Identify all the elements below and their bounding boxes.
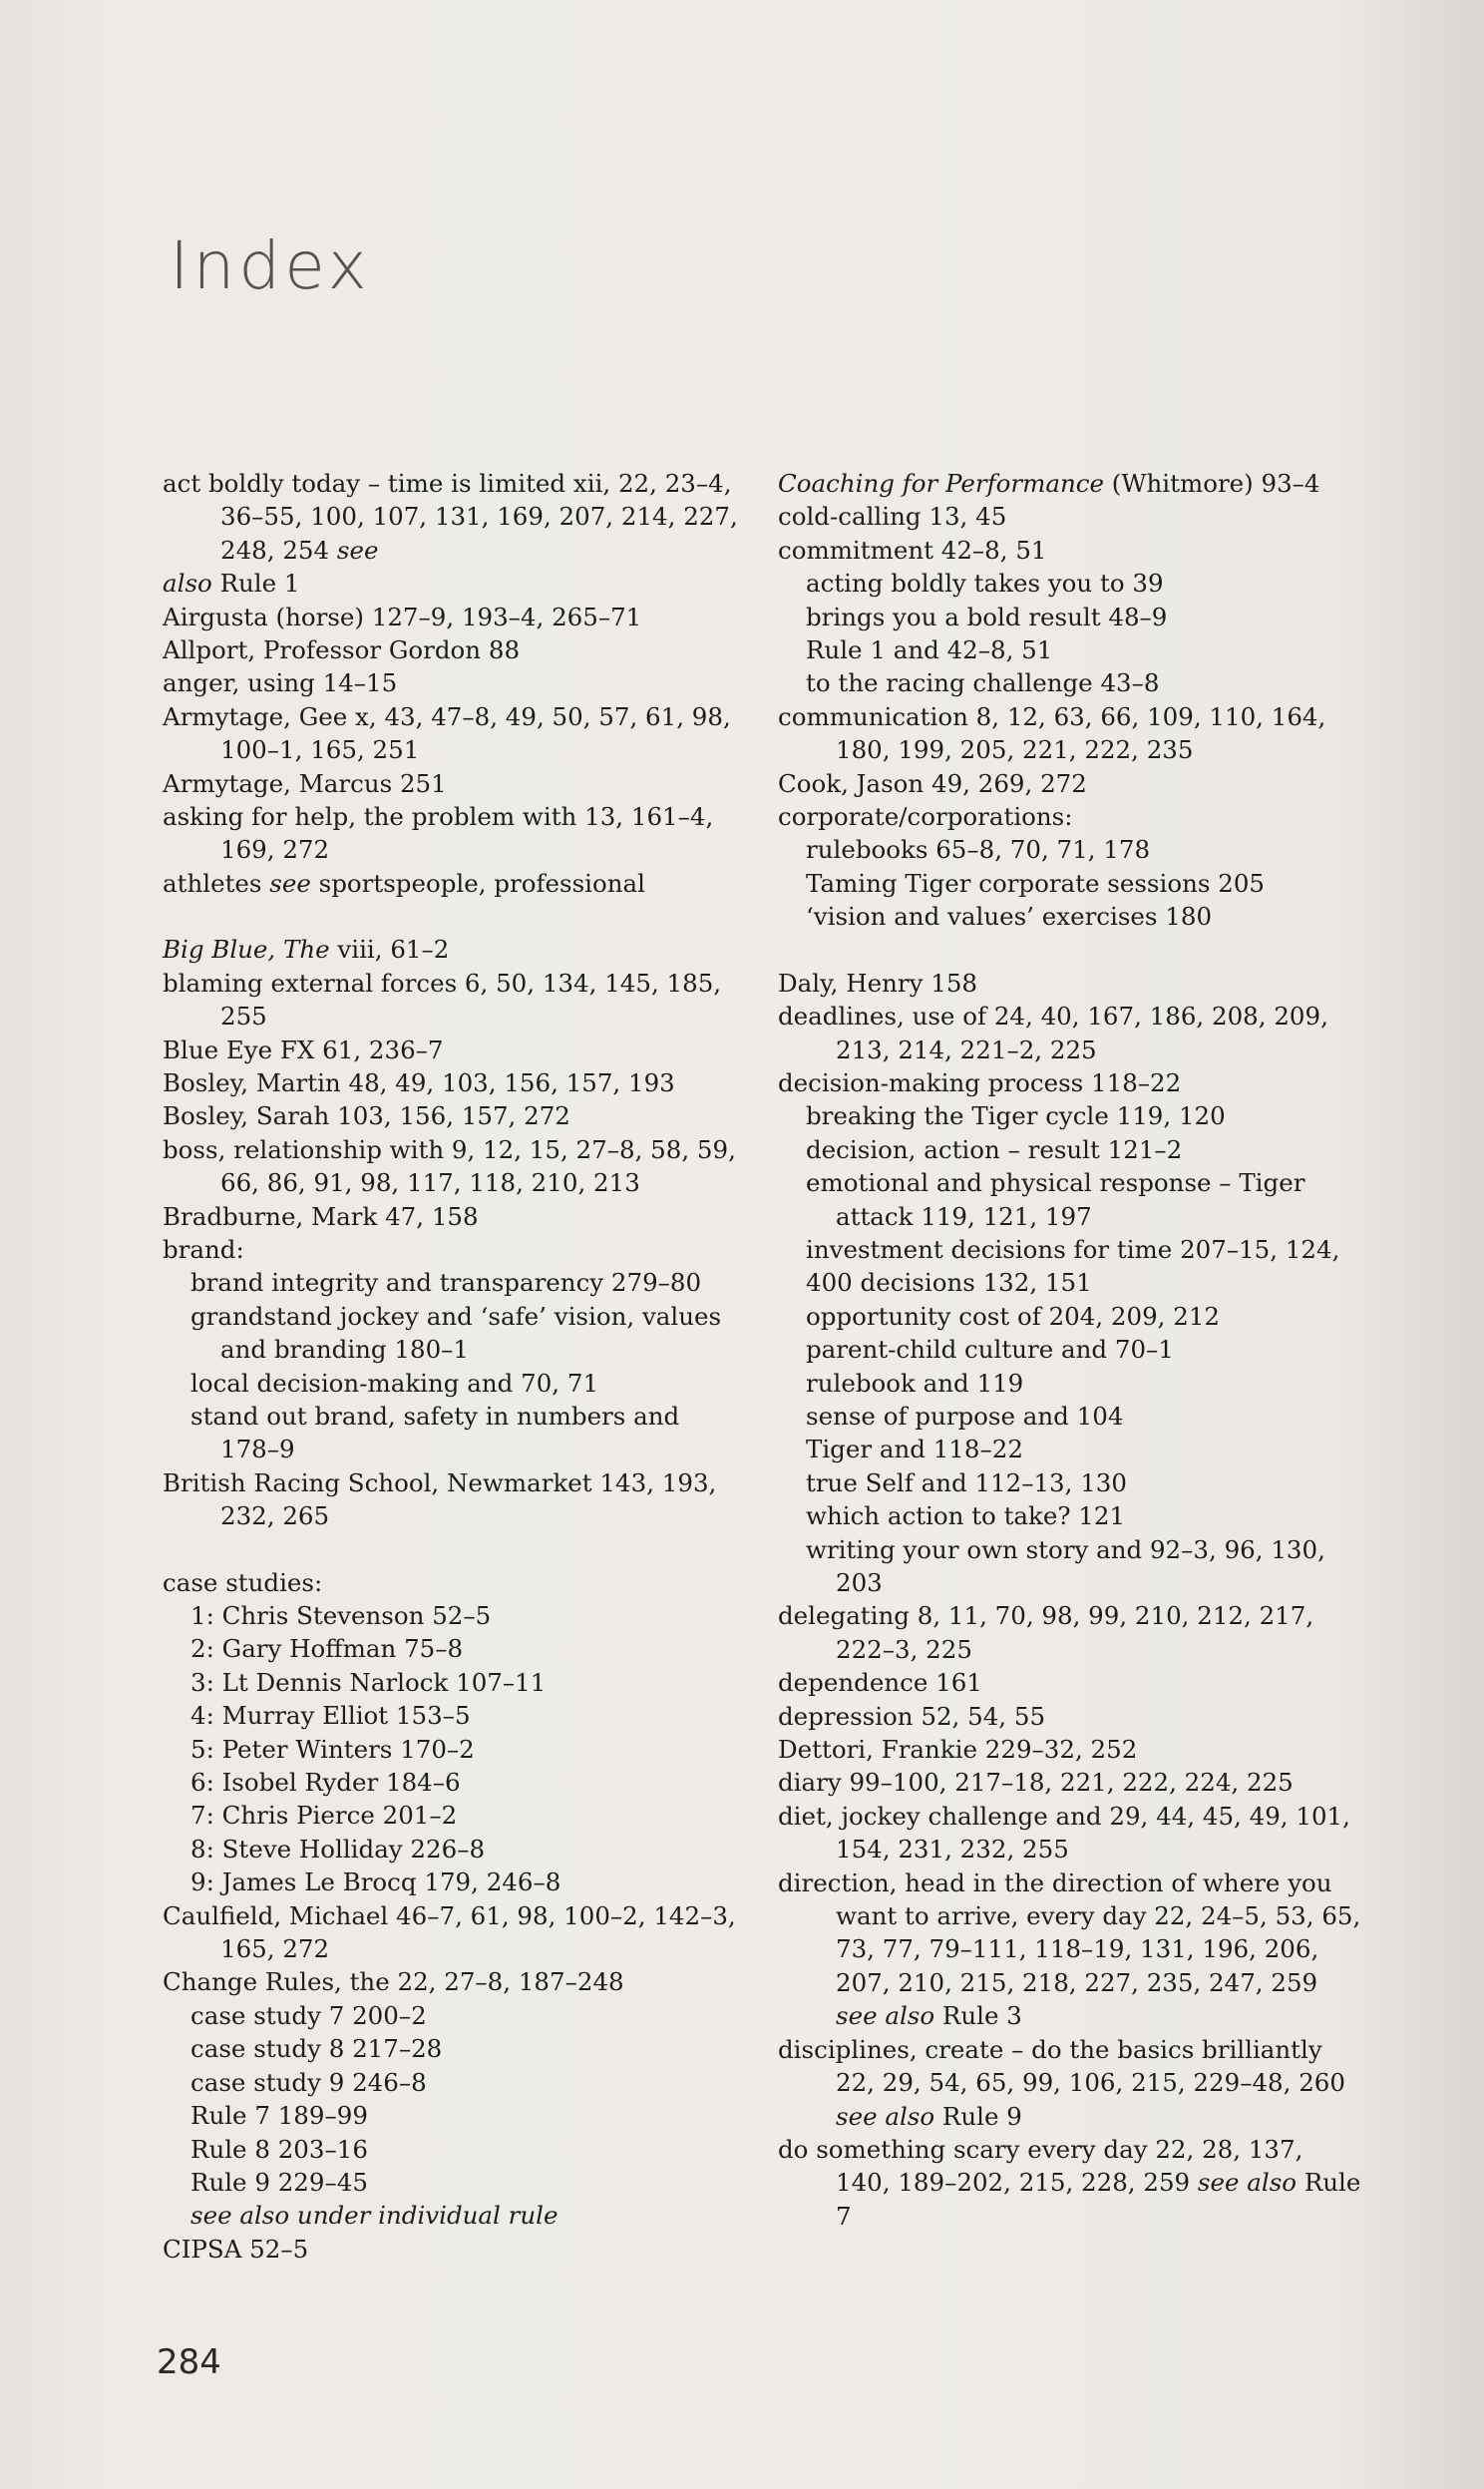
- index-subentry: case study 7 200–2: [190, 2000, 427, 2030]
- index-subentry: Rule 8 203–16: [190, 2134, 368, 2164]
- index-subentry: 8: Steve Holliday 226–8: [190, 1834, 486, 1864]
- index-subentry: ‘vision and values’ exercises 180: [806, 902, 1213, 932]
- index-entry: depression 52, 54, 55: [778, 1701, 1046, 1731]
- index-entry: Airgusta (horse) 127–9, 193–4, 265–71: [163, 602, 642, 631]
- index-entry: Bosley, Sarah 103, 156, 157, 272: [163, 1101, 570, 1131]
- index-entry: decision-making process 118–22: [778, 1067, 1182, 1097]
- index-column-right: [778, 467, 1361, 2233]
- index-subentry: rulebook and 119: [806, 1368, 1024, 1398]
- index-entry: diary 99–100, 217–18, 221, 222, 224, 225: [778, 1768, 1294, 1798]
- page-title: Index: [170, 227, 371, 304]
- index-entry: anger, using 14–15: [163, 668, 398, 698]
- index-entry: dependence 161: [778, 1668, 982, 1698]
- index-subentry: Taming Tiger corporate sessions 205: [806, 868, 1265, 898]
- index-entry: do something scary every day 22, 28, 137, 140, 189–202, 215, 228, 259 see also Rule 7: [778, 2134, 1361, 2231]
- index-entry: corporate/corporations:: [778, 802, 1073, 832]
- index-subentry: case study 8 217–28: [190, 2034, 443, 2064]
- index-subentry: writing your own story and 92–3, 96, 130, 203: [806, 1534, 1325, 1597]
- index-subentry: case study 9 246–8: [190, 2067, 427, 2097]
- index-subentry: 3: Lt Dennis Narlock 107–11: [190, 1667, 547, 1697]
- index-subentry: local decision-making and 70, 71: [190, 1368, 599, 1398]
- index-subentry: breaking the Tiger cycle 119, 120: [806, 1101, 1226, 1131]
- index-entry: Allport, Professor Gordon 88: [163, 635, 521, 665]
- index-entry: diet, jockey challenge and 29, 44, 45, 49, 101, 154, 231, 232, 255: [778, 1801, 1350, 1865]
- index-entry: Armytage, Gee x, 43, 47–8, 49, 50, 57, 61, 98, 100–1, 165, 251: [163, 701, 731, 765]
- index-subentry: true Self and 112–13, 130: [806, 1467, 1127, 1497]
- index-entry: Dettori, Frankie 229–32, 252: [778, 1735, 1138, 1765]
- index-entry: Cook, Jason 49, 269, 272: [778, 768, 1087, 798]
- index-subentry: opportunity cost of 204, 209, 212: [806, 1301, 1221, 1331]
- index-subentry: Rule 9 229–45: [190, 2167, 368, 2197]
- index-entry: Daly, Henry 158: [778, 968, 977, 998]
- index-subentry: Tiger and 118–22: [806, 1435, 1023, 1464]
- index-entry: Coaching for Performance (Whitmore) 93–4: [778, 469, 1320, 498]
- index-subentry: rulebooks 65–8, 70, 71, 178: [806, 835, 1151, 865]
- index-entry: case studies:: [163, 1567, 323, 1597]
- index-entry: Big Blue, The viii, 61–2: [163, 935, 450, 965]
- index-subentry: 9: James Le Brocq 179, 246–8: [190, 1867, 561, 1897]
- index-subentry: 5: Peter Winters 170–2: [190, 1734, 475, 1764]
- index-entry: blaming external forces 6, 50, 134, 145, 185, 255: [163, 968, 722, 1032]
- index-entry: boss, relationship with 9, 12, 15, 27–8, 58, 59, 66, 86, 91, 98, 117, 118, 210, 213: [163, 1134, 736, 1198]
- index-subentry: 6: Isobel Ryder 184–6: [190, 1768, 461, 1798]
- index-subentry: acting boldly takes you to 39: [806, 569, 1164, 599]
- index-entry: Bradburne, Mark 47, 158: [163, 1201, 479, 1231]
- index-subentry: 4: Murray Elliot 153–5: [190, 1701, 471, 1731]
- index-subentry: 400 decisions 132, 151: [806, 1268, 1092, 1298]
- spacer: [163, 900, 741, 933]
- index-subentry: which action to take? 121: [806, 1501, 1126, 1531]
- index-entry: Blue Eye FX 61, 236–7: [163, 1035, 444, 1064]
- spacer: [163, 1533, 741, 1566]
- index-subentry: see also under individual rule: [190, 2201, 558, 2231]
- index-entry: athletes see sportspeople, professional: [163, 868, 645, 898]
- index-subentry: 2: Gary Hoffman 75–8: [190, 1634, 464, 1664]
- index-subentry: investment decisions for time 207–15, 124,: [806, 1234, 1340, 1264]
- page-number: 284: [157, 2342, 221, 2382]
- index-subentry: Rule 1 and 42–8, 51: [806, 635, 1053, 665]
- index-entry: act boldly today – time is limited xii, 22, 23–4, 36–55, 100, 107, 131, 169, 207, 214, 227, 248, 254 see: [163, 469, 738, 565]
- index-subentry: parent-child culture and 70–1: [806, 1335, 1174, 1365]
- index-entry: disciplines, create – do the basics brilliantly 22, 29, 54, 65, 99, 106, 215, 229–48, 260 see also Rule 9: [778, 2034, 1345, 2131]
- index-entry: British Racing School, Newmarket 143, 193, 232, 265: [163, 1467, 717, 1531]
- index-entry: deadlines, use of 24, 40, 167, 186, 208, 209, 213, 214, 221–2, 225: [778, 1002, 1328, 1064]
- index-subentry: emotional and physical response – Tiger attack 119, 121, 197: [806, 1168, 1305, 1231]
- index-entry: brand:: [163, 1234, 244, 1264]
- index-entry: cold-calling 13, 45: [778, 502, 1007, 532]
- index-subentry: Rule 7 189–99: [190, 2101, 368, 2131]
- index-subentry: 1: Chris Stevenson 52–5: [190, 1601, 492, 1630]
- index-entry: asking for help, the problem with 13, 161–4, 169, 272: [163, 802, 714, 865]
- spacer: [778, 934, 1361, 967]
- index-entry: CIPSA 52–5: [163, 2234, 309, 2264]
- index-subentry: decision, action – result 121–2: [806, 1134, 1183, 1164]
- index-subentry: sense of purpose and 104: [806, 1401, 1124, 1431]
- index-subentry: 7: Chris Pierce 201–2: [190, 1801, 458, 1831]
- index-entry: Armytage, Marcus 251: [163, 768, 447, 798]
- index-column-left: [163, 467, 741, 2266]
- index-entry: Bosley, Martin 48, 49, 103, 156, 157, 193: [163, 1067, 675, 1097]
- index-subentry: stand out brand, safety in numbers and 178–9: [190, 1401, 680, 1464]
- index-entry: also Rule 1: [163, 569, 300, 599]
- index-entry: direction, head in the direction of where you want to arrive, every day 22, 24–5, 53, 65, 73, 77, 79–111, 118–19, 131, 196, 206, 207, 210, 215, 218, 227, 235, 247, 259 see also Rule 3: [778, 1867, 1361, 2031]
- index-entry: Change Rules, the 22, 27–8, 187–248: [163, 1967, 624, 1997]
- index-entry: Caulfield, Michael 46–7, 61, 98, 100–2, 142–3, 165, 272: [163, 1900, 736, 1964]
- index-entry: delegating 8, 11, 70, 98, 99, 210, 212, 217, 222–3, 225: [778, 1601, 1314, 1664]
- index-subentry: brings you a bold result 48–9: [806, 602, 1168, 631]
- index-subentry: grandstand jockey and ‘safe’ vision, values and branding 180–1: [190, 1301, 722, 1365]
- index-subentry: to the racing challenge 43–8: [806, 668, 1160, 698]
- index-entry: communication 8, 12, 63, 66, 109, 110, 164, 180, 199, 205, 221, 222, 235: [778, 701, 1326, 765]
- index-subentry: brand integrity and transparency 279–80: [190, 1268, 702, 1298]
- index-entry: commitment 42–8, 51: [778, 535, 1047, 565]
